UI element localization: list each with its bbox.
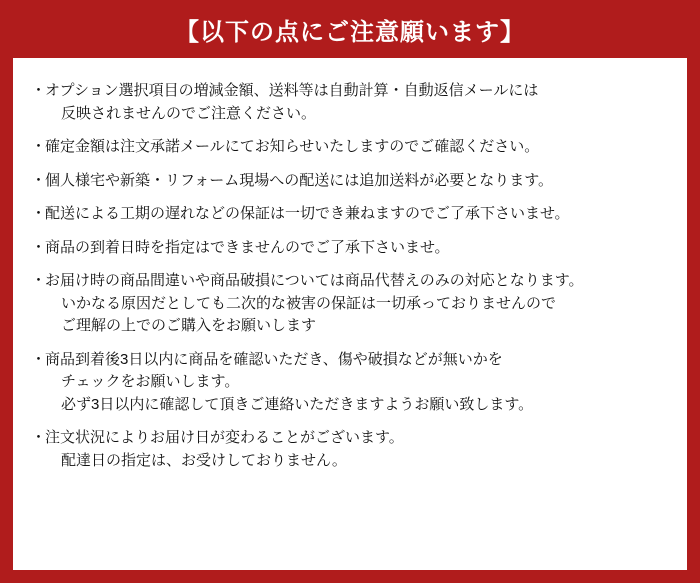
list-item xyxy=(31,203,669,226)
list-item-line: オプション選択項目の増減金額、送料等は自動計算・自動返信メールには xyxy=(45,82,539,99)
list-item xyxy=(31,270,669,338)
list-item-text xyxy=(45,136,669,159)
list-item-line: 反映されませんのでご注意ください。 xyxy=(61,104,317,122)
list-item-line: 配送による工期の遅れなどの保証は一切でき兼ねますのでご了承下さいませ。 xyxy=(45,205,570,222)
list-item-line: 注文状況によりお届け日が変わることがございます。 xyxy=(45,429,404,446)
list-item-line: 確定金額は注文承諾メールにてお知らせいたしますのでご確認ください。 xyxy=(45,138,540,155)
list-item xyxy=(31,80,669,125)
list-item xyxy=(31,170,669,193)
list-item-text xyxy=(45,80,669,125)
notice-list xyxy=(31,80,669,472)
list-item-line: お届け時の商品間違いや商品破損については商品代替えのみの対応となります。 xyxy=(45,272,584,289)
list-item-line: ご理解の上でのご購入をお願いします xyxy=(61,317,317,334)
list-item xyxy=(31,136,669,159)
bullet-icon: ・ xyxy=(31,82,47,99)
bullet-icon: ・ xyxy=(31,350,47,368)
list-item xyxy=(31,349,669,417)
bullet-icon: ・ xyxy=(31,138,47,155)
list-item-text xyxy=(45,270,669,338)
notice-header: 【以下の点にご注意願います】 xyxy=(175,18,525,46)
list-item xyxy=(31,237,669,260)
list-item-text xyxy=(45,237,669,260)
list-item-text xyxy=(45,203,669,226)
bullet-icon: ・ xyxy=(31,171,47,189)
list-item-text xyxy=(45,170,669,193)
notice-body xyxy=(13,58,687,570)
bullet-icon: ・ xyxy=(31,429,47,446)
list-item-line: 必ず3日以内に確認して頂きご連絡いただきますようお願い致します。 xyxy=(61,395,534,413)
bullet-icon: ・ xyxy=(31,205,47,222)
list-item-text xyxy=(45,349,669,417)
list-item-text xyxy=(45,427,669,472)
list-item-line: 商品の到着日時を指定はできませんのでご了承下さいませ。 xyxy=(45,238,450,256)
list-item-line: 配達日の指定は、お受けしておりません。 xyxy=(61,451,347,469)
list-item-line: 個人様宅や新築・リフォーム現場への配送には追加送料が必要となります。 xyxy=(45,171,554,189)
list-item-line: 商品到着後3日以内に商品を確認いただき、傷や破損などが無いかを xyxy=(45,350,503,368)
list-item-line: チェックをお願いします。 xyxy=(61,373,240,390)
list-item xyxy=(31,427,669,472)
bullet-icon: ・ xyxy=(31,272,47,289)
bullet-icon: ・ xyxy=(31,238,47,256)
list-item-line: いかなる原因だとしても二次的な被害の保証は一切承っておりませんので xyxy=(61,294,557,312)
